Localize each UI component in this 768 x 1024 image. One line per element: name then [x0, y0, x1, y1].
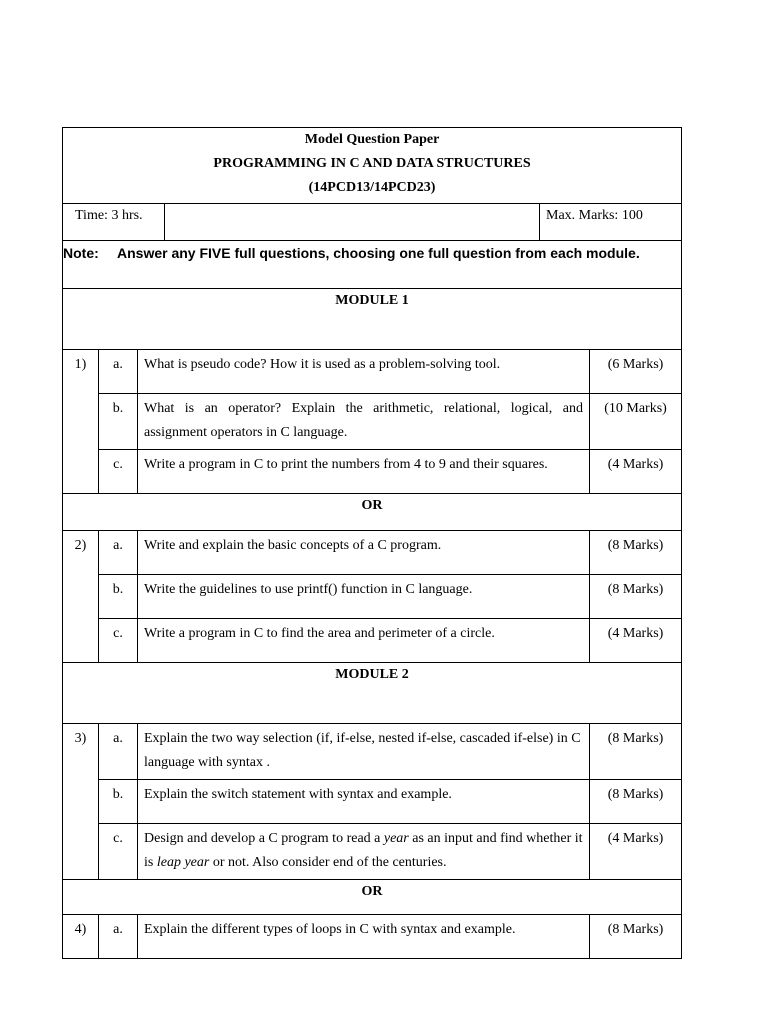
marks: (6 Marks) [590, 350, 682, 394]
question-number: 2) [63, 531, 99, 663]
sub-label: b. [99, 575, 138, 619]
blank-cell [165, 204, 540, 241]
note-row [63, 241, 682, 289]
text-part: Design and develop a C program to read a [144, 831, 384, 846]
marks: (8 Marks) [590, 915, 682, 959]
question-text: What is an operator? Explain the arithmetic, relational, logical, and assignment operators in C language. [138, 394, 590, 450]
question-text: Write the guidelines to use printf() function in C language. [138, 575, 590, 619]
question-text: Write a program in C to find the area and perimeter of a circle. [138, 619, 590, 663]
marks: (8 Marks) [590, 724, 682, 780]
question-row [63, 915, 682, 959]
module-title: MODULE 1 [63, 289, 682, 350]
sub-label: a. [99, 531, 138, 575]
time-row [63, 204, 682, 241]
sub-label: c. [99, 450, 138, 494]
module-row [63, 663, 682, 724]
question-row [63, 350, 682, 394]
or-label: OR [63, 494, 682, 531]
question-text: Explain the switch statement with syntax and example. [138, 780, 590, 824]
or-row [63, 494, 682, 531]
marks: (8 Marks) [590, 575, 682, 619]
question-number: 4) [63, 915, 99, 959]
sub-label: a. [99, 724, 138, 780]
marks: (4 Marks) [590, 619, 682, 663]
question-row [63, 780, 682, 824]
question-text: What is pseudo code? How it is used as a problem-solving tool. [138, 350, 590, 394]
paper-title: Model Question Paper [304, 132, 440, 147]
question-text: Write and explain the basic concepts of a C program. [138, 531, 590, 575]
marks: (10 Marks) [590, 394, 682, 450]
text-part: as an input and find whether it is [144, 831, 583, 870]
note-label: Note: [63, 245, 99, 261]
or-label: OR [63, 880, 682, 915]
question-number: 1) [63, 350, 99, 494]
marks: (8 Marks) [590, 531, 682, 575]
question-text [138, 824, 590, 880]
marks: (4 Marks) [590, 824, 682, 880]
question-row [63, 724, 682, 780]
header-row [63, 128, 682, 204]
question-number: 3) [63, 724, 99, 880]
marks: (8 Marks) [590, 780, 682, 824]
text-emphasis: leap year [156, 855, 210, 870]
question-row [63, 531, 682, 575]
sub-label: c. [99, 824, 138, 880]
sub-label: b. [99, 780, 138, 824]
question-table [62, 127, 682, 959]
question-text: Write a program in C to print the numbers from 4 to 9 and their squares. [138, 450, 590, 494]
question-row [63, 394, 682, 450]
question-row [63, 824, 682, 880]
question-text: Explain the two way selection (if, if-else, nested if-else, cascaded if-else) in C language with syntax . [138, 724, 590, 780]
question-row [63, 575, 682, 619]
question-row [63, 450, 682, 494]
question-row [63, 619, 682, 663]
sub-label: b. [99, 394, 138, 450]
sub-label: a. [99, 350, 138, 394]
module-row [63, 289, 682, 350]
subject-code: (14PCD13/14PCD23) [308, 180, 436, 195]
marks: (4 Marks) [590, 450, 682, 494]
time-cell: Time: 3 hrs. [63, 204, 165, 241]
sub-label: a. [99, 915, 138, 959]
module-title: MODULE 2 [63, 663, 682, 724]
text-emphasis: year [383, 831, 409, 846]
sub-label: c. [99, 619, 138, 663]
question-text: Explain the different types of loops in C with syntax and example. [138, 915, 590, 959]
max-marks-cell: Max. Marks: 100 [540, 204, 682, 241]
or-row [63, 880, 682, 915]
subject-title: PROGRAMMING IN C AND DATA STRUCTURES [213, 156, 531, 171]
question-paper [62, 127, 681, 959]
text-part: or not. Also consider end of the centuries. [209, 855, 447, 870]
note-text: Answer any FIVE full questions, choosing one full question from each module. [117, 245, 640, 261]
